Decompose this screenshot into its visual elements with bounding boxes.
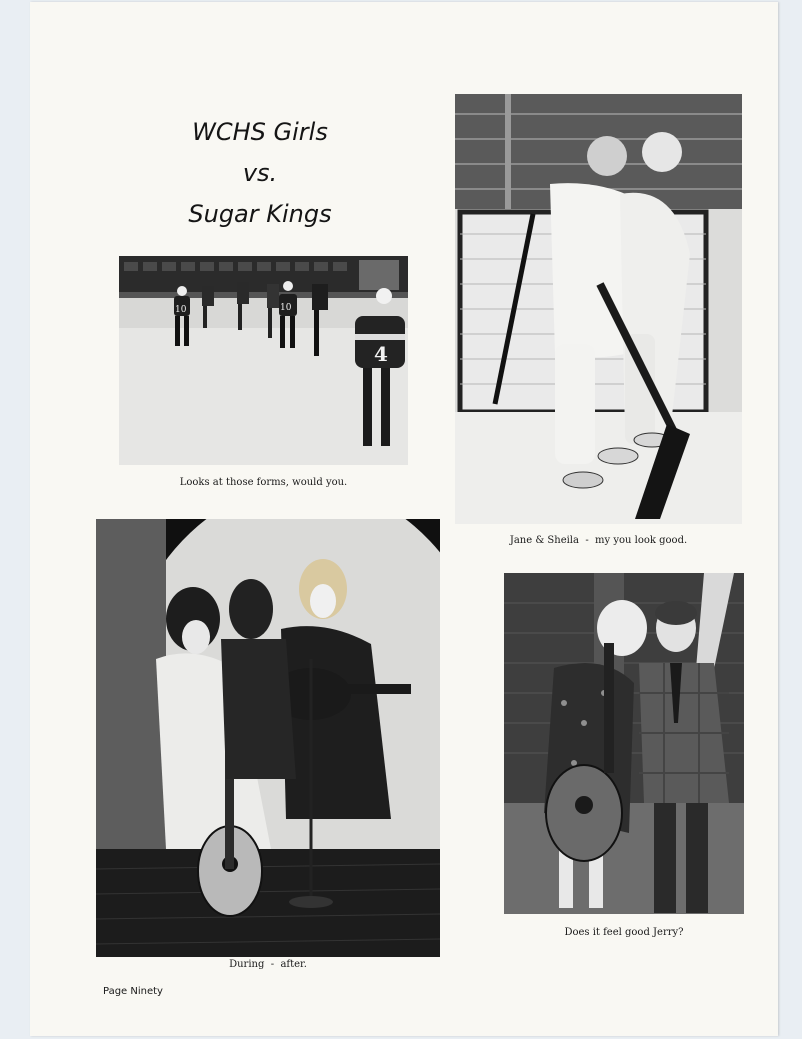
caption-goalies-at-net: Jane & Sheila - my you look good. — [509, 535, 688, 546]
heading-line-2: vs. — [242, 159, 278, 187]
page-number: Page Ninety — [103, 986, 163, 997]
caption-guitar-duo: During - after. — [229, 959, 307, 970]
photo-goalies-at-net — [455, 94, 742, 524]
photo-kiss-guitar — [504, 573, 744, 914]
photo-guitar-duo — [96, 519, 440, 957]
jersey-number-2: 10 — [280, 303, 292, 313]
caption-kiss-guitar: Does it feel good Jerry? — [564, 927, 684, 938]
jersey-number-1: 10 — [175, 305, 187, 315]
caption-hockey-rink: Looks at those forms, would you. — [179, 477, 348, 488]
heading-line-3: Sugar Kings — [188, 200, 332, 228]
heading-line-1: WCHS Girls — [192, 118, 328, 146]
jersey-number-3: 4 — [374, 342, 388, 366]
page-heading — [160, 112, 360, 235]
photo-hockey-rink — [119, 256, 408, 465]
